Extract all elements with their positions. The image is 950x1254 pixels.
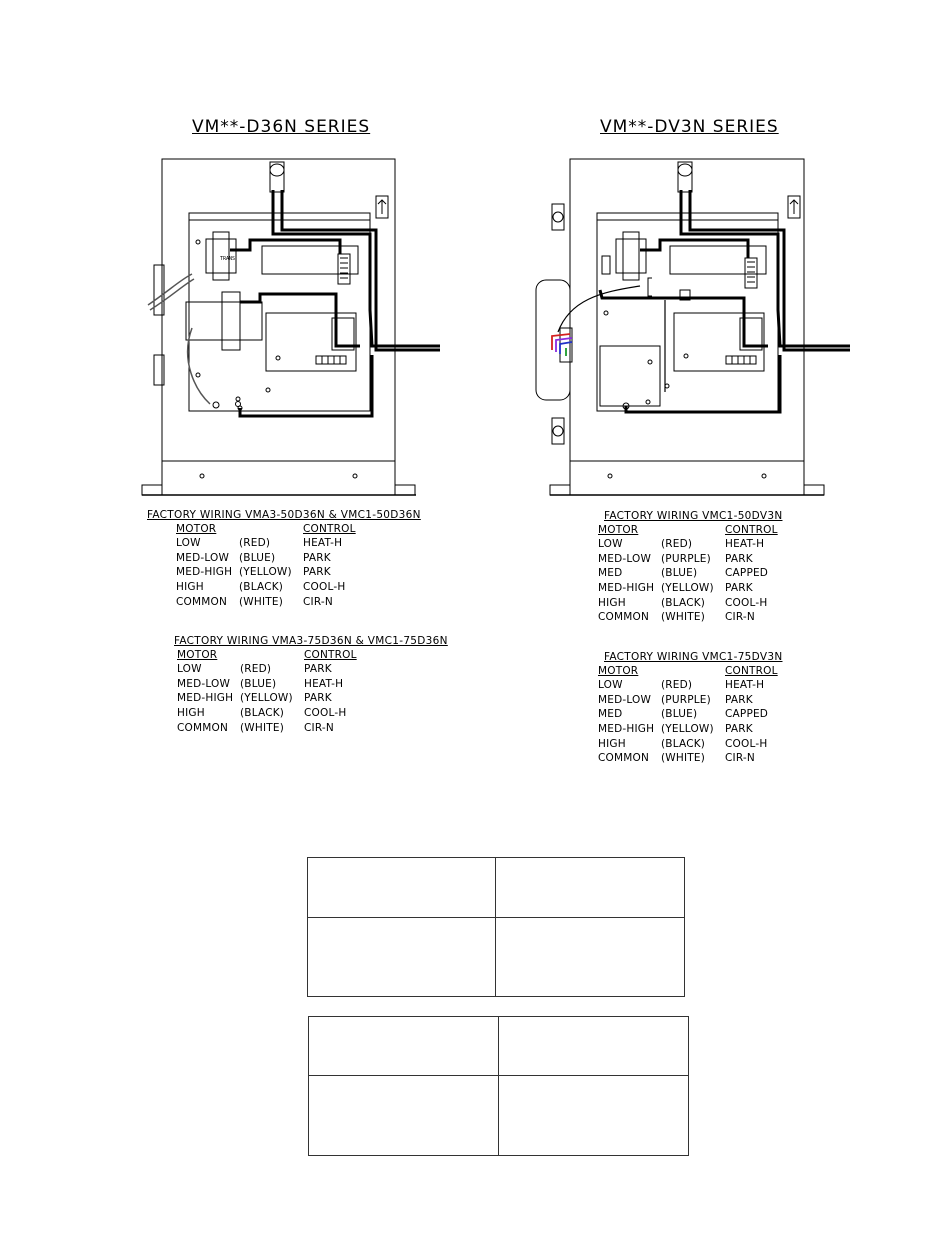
wire-color: (WHITE) — [661, 611, 706, 624]
wire-color: (BLUE) — [661, 567, 698, 580]
wiring-row — [177, 677, 374, 692]
motor-speed: MED-HIGH — [177, 692, 234, 705]
wiring-row — [598, 722, 795, 737]
col-motor: MOTOR — [177, 649, 218, 661]
wiring-row — [598, 678, 795, 693]
right-wiring-table-2 — [598, 651, 795, 766]
control-terminal: HEAT-H — [725, 679, 765, 692]
wire-color: (RED) — [240, 663, 272, 676]
wire-color: (RED) — [661, 538, 693, 551]
wiring-row — [598, 552, 795, 567]
motor-speed: MED-HIGH — [176, 566, 233, 579]
wire-color: (YELLOW) — [240, 692, 293, 705]
col-motor: MOTOR — [598, 665, 639, 677]
wire-color: (WHITE) — [239, 595, 284, 608]
control-terminal: CIR-N — [304, 721, 334, 734]
control-terminal: PARK — [725, 582, 753, 595]
control-terminal: PARK — [304, 663, 332, 676]
left-wiring-table-2 — [174, 635, 448, 735]
motor-speed: MED-HIGH — [598, 582, 655, 595]
grid-cell — [309, 1017, 499, 1076]
control-terminal: COOL-H — [725, 737, 768, 750]
wire-color: (BLUE) — [661, 708, 698, 721]
wiring-row — [177, 706, 374, 721]
wire-color: (BLUE) — [240, 677, 277, 690]
wire-color: (YELLOW) — [239, 566, 292, 579]
left-diagram-title: VM**-D36N SERIES — [192, 117, 371, 137]
control-terminal: PARK — [725, 552, 753, 565]
wire-color: (WHITE) — [240, 721, 285, 734]
wiring-row — [598, 595, 795, 610]
right-wiring-diagram — [530, 150, 850, 500]
control-terminal: CAPPED — [725, 708, 769, 721]
wiring-row — [598, 537, 795, 552]
grid-cell — [496, 858, 684, 918]
control-terminal: PARK — [725, 723, 753, 736]
wiring-row — [598, 566, 795, 581]
motor-speed: LOW — [176, 537, 201, 550]
control-terminal: CIR-N — [725, 611, 755, 624]
control-terminal: PARK — [725, 693, 753, 706]
control-terminal: COOL-H — [303, 581, 346, 594]
col-control: CONTROL — [303, 523, 356, 535]
motor-speed: COMMON — [598, 611, 650, 624]
grid-cell — [499, 1017, 688, 1076]
motor-speed: MED-LOW — [176, 551, 230, 564]
wiring-row — [177, 691, 374, 706]
wiring-row — [598, 610, 795, 625]
control-terminal: CIR-N — [303, 595, 333, 608]
right-wiring-table-1 — [598, 510, 795, 625]
motor-speed: LOW — [177, 663, 202, 676]
col-control: CONTROL — [725, 665, 778, 677]
left-wiring-table-1 — [147, 509, 421, 609]
control-terminal: COOL-H — [304, 707, 347, 720]
right-diagram-title: VM**-DV3N SERIES — [600, 117, 779, 137]
control-terminal: HEAT-H — [304, 677, 344, 690]
control-terminal: PARK — [303, 551, 331, 564]
svg-text:TRANS: TRANS — [220, 256, 236, 262]
wire-color: (WHITE) — [661, 752, 706, 765]
wiring-row — [598, 751, 795, 766]
wire-color: (BLACK) — [661, 596, 706, 609]
control-terminal: CIR-N — [725, 752, 755, 765]
control-terminal: COOL-H — [725, 596, 768, 609]
col-control: CONTROL — [304, 649, 357, 661]
grid-cell — [308, 858, 496, 918]
wire-color: (BLACK) — [661, 737, 706, 750]
wire-color: (BLACK) — [240, 707, 285, 720]
wiring-heading: FACTORY WIRING VMC1-50DV3N — [604, 510, 783, 522]
wire-color: (PURPLE) — [661, 552, 711, 565]
wire-color: (BLACK) — [239, 581, 284, 594]
grid-cell — [309, 1076, 499, 1155]
wiring-row — [177, 662, 374, 677]
wiring-heading: FACTORY WIRING VMA3-50D36N & VMC1-50D36N — [147, 509, 421, 521]
motor-speed: HIGH — [598, 737, 626, 750]
motor-speed: MED — [598, 708, 623, 721]
grid-cell — [496, 918, 684, 996]
wiring-row — [598, 736, 795, 751]
motor-speed: COMMON — [177, 721, 229, 734]
wire-color: (RED) — [661, 679, 693, 692]
wiring-row — [176, 551, 373, 566]
motor-speed: MED — [598, 567, 623, 580]
control-terminal: HEAT-H — [725, 538, 765, 551]
col-motor: MOTOR — [598, 524, 639, 536]
col-motor: MOTOR — [176, 523, 217, 535]
control-terminal: CAPPED — [725, 567, 769, 580]
wiring-row — [176, 536, 373, 551]
wiring-row — [598, 693, 795, 708]
motor-speed: LOW — [598, 679, 623, 692]
wire-color: (PURPLE) — [661, 693, 711, 706]
motor-speed: MED-HIGH — [598, 723, 655, 736]
control-terminal: PARK — [304, 692, 332, 705]
control-terminal: HEAT-H — [303, 537, 343, 550]
motor-speed: COMMON — [176, 595, 228, 608]
wire-color: (RED) — [239, 537, 271, 550]
wiring-row — [176, 594, 373, 609]
wiring-heading: FACTORY WIRING VMA3-75D36N & VMC1-75D36N — [174, 635, 448, 647]
control-terminal: PARK — [303, 566, 331, 579]
wiring-row — [598, 581, 795, 596]
wiring-row — [177, 720, 374, 735]
motor-speed: COMMON — [598, 752, 650, 765]
wire-color: (YELLOW) — [661, 723, 714, 736]
wiring-row — [598, 707, 795, 722]
grid-cell — [308, 918, 496, 996]
motor-speed: MED-LOW — [598, 693, 652, 706]
wiring-row — [176, 565, 373, 580]
motor-speed: MED-LOW — [177, 677, 231, 690]
left-wiring-diagram — [140, 150, 440, 500]
motor-speed: HIGH — [598, 596, 626, 609]
motor-speed: HIGH — [177, 707, 205, 720]
wire-color: (YELLOW) — [661, 582, 714, 595]
empty-grid-box-1 — [307, 857, 685, 997]
empty-grid-box-2 — [308, 1016, 689, 1156]
motor-speed: MED-LOW — [598, 552, 652, 565]
col-control: CONTROL — [725, 524, 778, 536]
motor-speed: HIGH — [176, 581, 204, 594]
wire-color: (BLUE) — [239, 551, 276, 564]
motor-speed: LOW — [598, 538, 623, 551]
grid-cell — [499, 1076, 688, 1155]
wiring-row — [176, 580, 373, 595]
wiring-heading: FACTORY WIRING VMC1-75DV3N — [604, 651, 783, 663]
